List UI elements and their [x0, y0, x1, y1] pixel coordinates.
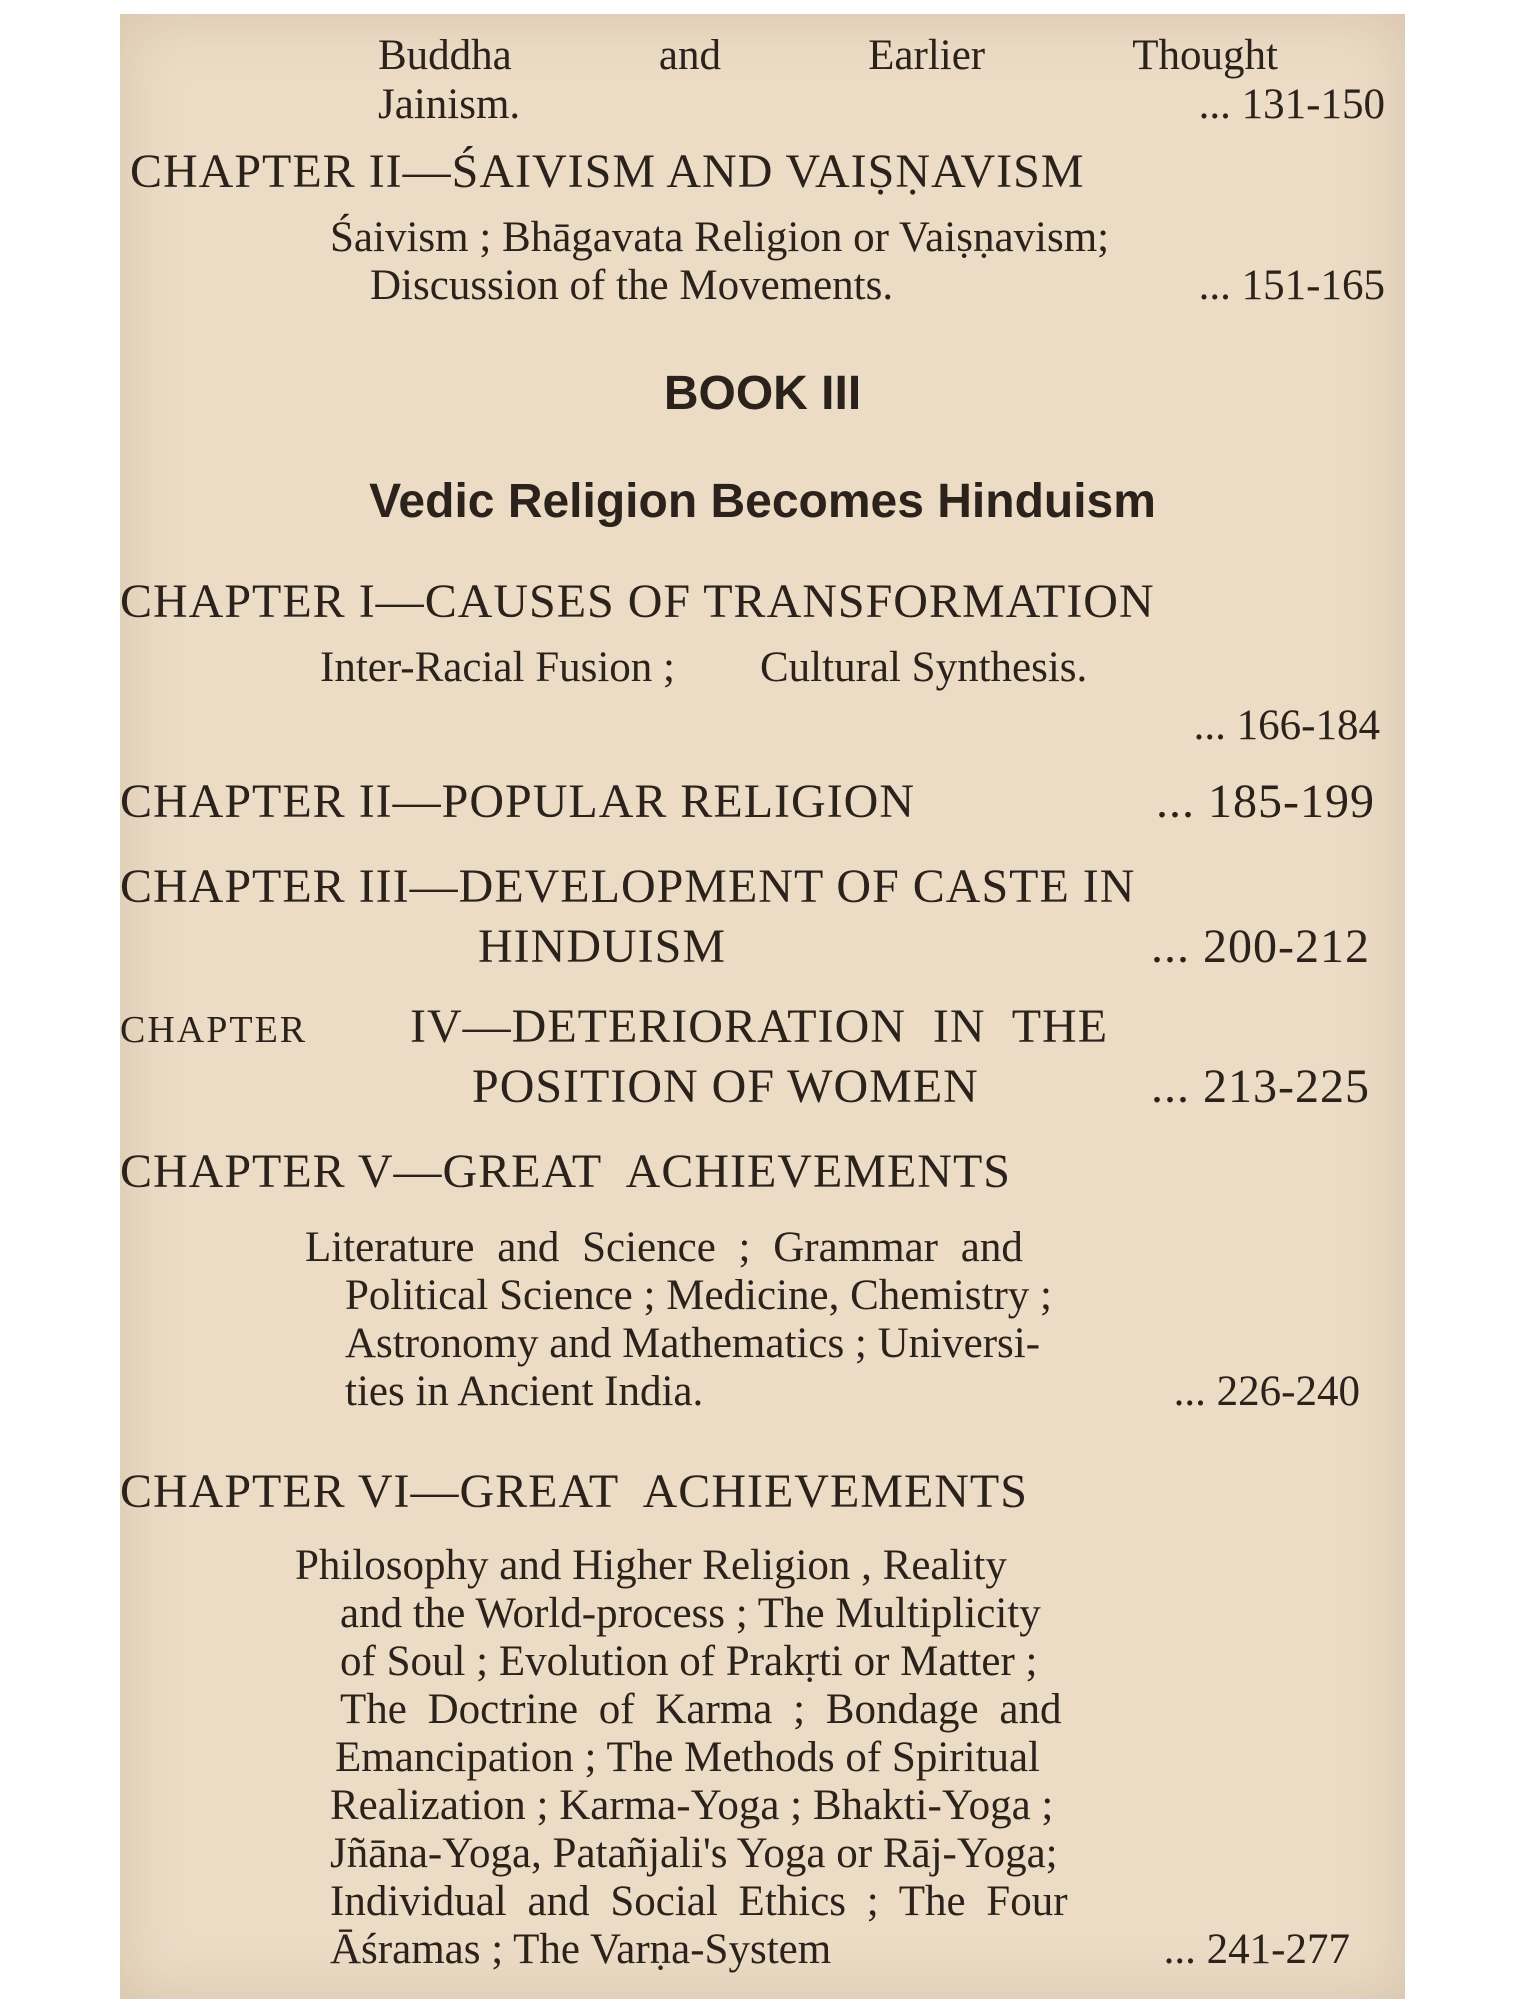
chapter-desc-line: Cultural Synthesis.: [760, 644, 1088, 691]
page-range: ... 226-240: [1173, 1368, 1360, 1415]
chapter-desc-line: The Doctrine of Karma ; Bondage and: [340, 1686, 1062, 1733]
chapter-heading: [120, 1144, 1011, 1199]
chapter-label: CHAPTER III—: [120, 860, 459, 913]
chapter-heading: [130, 144, 1085, 199]
chapter-desc-line: Jñāna-Yoga, Patañjali's Yoga or Rāj-Yoga;: [330, 1830, 1058, 1877]
word: Thought: [1132, 32, 1278, 79]
chapter-label: CHAPTER VI—: [120, 1465, 460, 1518]
page-range: ... 166-184: [1193, 702, 1380, 749]
chapter-desc-line: Emancipation ; The Methods of Spiritual: [335, 1734, 1041, 1781]
chapter-desc-line: Individual and Social Ethics ; The Four: [330, 1878, 1068, 1925]
chapter-label: CHAPTER I—: [120, 575, 425, 628]
page-range: ... 200-212: [1151, 920, 1370, 973]
chapter-title-continued: HINDUISM: [478, 920, 726, 973]
chapter-title: POPULAR RELIGION: [441, 775, 916, 828]
chapter-desc-line: Āśramas ; The Varṇa-System: [330, 1926, 832, 1973]
chapter-title: GREAT ACHIEVEMENTS: [442, 1145, 1011, 1198]
page-range: ... 131-150: [1198, 81, 1385, 128]
word: Buddha: [378, 32, 512, 79]
page-range: ... 185-199: [1156, 775, 1375, 828]
chapter-label: CHAPTER: [120, 1009, 308, 1051]
chapter-desc-line: and the World-process ; The Multiplicity: [340, 1590, 1041, 1637]
chapter-heading: [120, 999, 307, 1054]
chapter-label: CHAPTER II—: [130, 145, 452, 198]
chapter-desc-line: ties in Ancient India.: [345, 1368, 704, 1415]
page-range: ... 241-277: [1163, 1926, 1350, 1973]
chapter-label: CHAPTER II—: [120, 775, 442, 828]
book-page: [120, 14, 1405, 1999]
chapter-title: ŚAIVISM AND VAIṢṆAVISM: [451, 145, 1085, 198]
word: Earlier: [868, 32, 986, 79]
chapter-title: IV—DETERIORATION IN THE: [410, 1000, 1109, 1053]
chapter-title: DEVELOPMENT OF CASTE IN: [458, 860, 1136, 913]
top-entry-line2: Jainism.: [378, 81, 521, 128]
chapter-desc-line: Philosophy and Higher Religion , Reality: [295, 1542, 1007, 1589]
top-entry-line1: [378, 32, 1278, 80]
chapter-desc-line: Astronomy and Mathematics ; Universi-: [345, 1320, 1041, 1367]
chapter-desc-line: Political Science ; Medicine, Chemistry ;: [345, 1272, 1052, 1319]
chapter-title-continued: POSITION OF WOMEN: [472, 1060, 979, 1113]
chapter-desc-line: Discussion of the Movements.: [370, 262, 894, 309]
chapter-heading: [120, 774, 915, 829]
chapter-heading: [120, 574, 1155, 629]
chapter-desc-line: Literature and Science ; Grammar and: [305, 1224, 1023, 1271]
chapter-heading: [120, 1464, 1028, 1519]
page-range: ... 213-225: [1151, 1060, 1370, 1113]
chapter-desc-line: of Soul ; Evolution of Prakṛti or Matter ;: [340, 1638, 1038, 1685]
chapter-desc-line: Realization ; Karma-Yoga ; Bhakti-Yoga ;: [330, 1782, 1054, 1829]
chapter-heading: [120, 859, 1135, 914]
page-range: ... 151-165: [1198, 262, 1385, 309]
book-title: Vedic Religion Becomes Hinduism: [369, 475, 1156, 528]
chapter-title: CAUSES OF TRANSFORMATION: [424, 575, 1155, 628]
chapter-desc-line: Inter-Racial Fusion ;: [320, 644, 676, 691]
book-number: BOOK III: [663, 367, 862, 420]
chapter-desc-line: Śaivism ; Bhāgavata Religion or Vaiṣṇavism;: [330, 214, 1110, 261]
word: and: [658, 32, 722, 79]
chapter-title: GREAT ACHIEVEMENTS: [459, 1465, 1028, 1518]
chapter-label: CHAPTER V—: [120, 1145, 443, 1198]
